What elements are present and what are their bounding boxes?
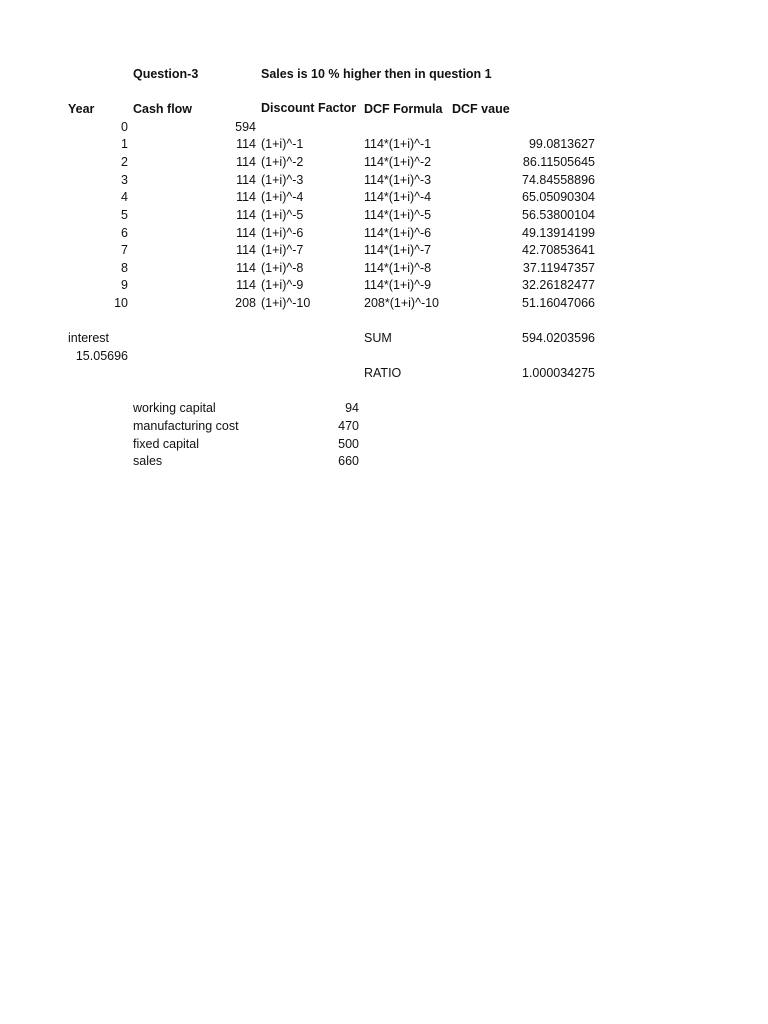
dcf-formula-cell: 208*(1+i)^-10 [364,296,440,310]
cash-flow-cell: 114 [236,208,256,222]
interest-label: interest [68,331,109,345]
discount-factor-cell: (1+i)^-9 [261,278,304,292]
param-value: 660 [338,454,359,468]
param-label: manufacturing cost [133,419,239,433]
discount-factor-cell: (1+i)^-4 [261,190,304,204]
year-cell: 10 [114,296,128,310]
cash-flow-cell: 114 [236,278,256,292]
ratio-value: 1.000034275 [522,366,595,380]
year-cell: 1 [121,137,128,151]
cash-flow-cell: 114 [236,155,256,169]
year-cell: 9 [121,278,128,292]
dcf-formula-cell: 114*(1+i)^-4 [364,190,432,204]
param-label: fixed capital [133,437,200,451]
dcf-formula-cell: 114*(1+i)^-1 [364,137,432,151]
param-row [0,454,768,472]
dcf-value-cell: 99.0813627 [528,137,595,151]
table-row [0,173,768,191]
dcf-formula-cell: 114*(1+i)^-6 [364,226,432,240]
param-value: 470 [338,419,359,433]
dcf-value-cell: 51.16047066 [522,296,595,310]
table-row [0,208,768,226]
column-header-year: Year [68,102,95,116]
dcf-value-cell: 65.05090304 [522,190,595,204]
table-row [0,243,768,261]
dcf-value-cell: 56.53800104 [522,208,595,222]
dcf-value-cell: 37.11947357 [522,261,595,275]
param-value: 500 [338,437,359,451]
table-row [0,296,768,314]
param-value: 94 [345,401,359,415]
year-cell: 8 [121,261,128,275]
cash-flow-cell: 114 [236,173,256,187]
discount-factor-cell: (1+i)^-7 [261,243,304,257]
cash-flow-cell: 114 [236,261,256,275]
cash-flow-cell: 208 [235,296,256,310]
discount-factor-cell: (1+i)^-5 [261,208,304,222]
cash-flow-cell: 114 [236,226,256,240]
year-cell: 5 [121,208,128,222]
table-row [0,137,768,155]
dcf-formula-cell: 114*(1+i)^-3 [364,173,432,187]
sum-value: 594.0203596 [522,331,595,345]
year-cell: 3 [121,173,128,187]
discount-factor-cell: (1+i)^-6 [261,226,304,240]
dcf-value-cell: 42.70853641 [522,243,595,257]
cash-flow-cell: 594 [235,120,256,134]
param-row [0,419,768,437]
discount-factor-cell: (1+i)^-1 [261,137,304,151]
year-cell: 6 [121,226,128,240]
year-cell: 0 [121,120,128,134]
discount-factor-cell: (1+i)^-10 [261,296,311,310]
cash-flow-cell: 114 [236,243,256,257]
sum-label: SUM [364,331,392,345]
dcf-formula-cell: 114*(1+i)^-9 [364,278,432,292]
table-row [0,261,768,279]
question-title: Question-3 [133,67,199,81]
discount-factor-cell: (1+i)^-2 [261,155,304,169]
discount-factor-cell: (1+i)^-8 [261,261,304,275]
table-row [0,155,768,173]
dcf-value-cell: 32.26182477 [522,278,595,292]
column-header-dcf-formula: DCF Formula [364,102,443,116]
question-note: Sales is 10 % higher then in question 1 [261,67,492,81]
cash-flow-cell: 114 [236,190,256,204]
param-label: working capital [133,401,216,415]
column-header-dcf-value: DCF vaue [452,102,510,116]
param-label: sales [133,454,163,468]
table-row [0,226,768,244]
discount-factor-cell: (1+i)^-3 [261,173,304,187]
year-cell: 7 [121,243,128,257]
param-row [0,437,768,455]
table-row [0,190,768,208]
ratio-label: RATIO [364,366,402,380]
param-row [0,401,768,419]
dcf-formula-cell: 114*(1+i)^-8 [364,261,432,275]
dcf-value-cell: 49.13914199 [522,226,595,240]
dcf-formula-cell: 114*(1+i)^-2 [364,155,432,169]
column-header-discount-factor: Discount Factor [261,101,357,115]
dcf-formula-cell: 114*(1+i)^-7 [364,243,432,257]
dcf-value-cell: 86.11505645 [522,155,595,169]
year-cell: 2 [121,155,128,169]
year-cell: 4 [121,190,128,204]
dcf-formula-cell: 114*(1+i)^-5 [364,208,432,222]
column-header-cash-flow: Cash flow [133,102,193,116]
cash-flow-cell: 114 [236,137,256,151]
dcf-value-cell: 74.84558896 [522,173,595,187]
table-row [0,278,768,296]
interest-value: 15.05696 [75,349,128,363]
